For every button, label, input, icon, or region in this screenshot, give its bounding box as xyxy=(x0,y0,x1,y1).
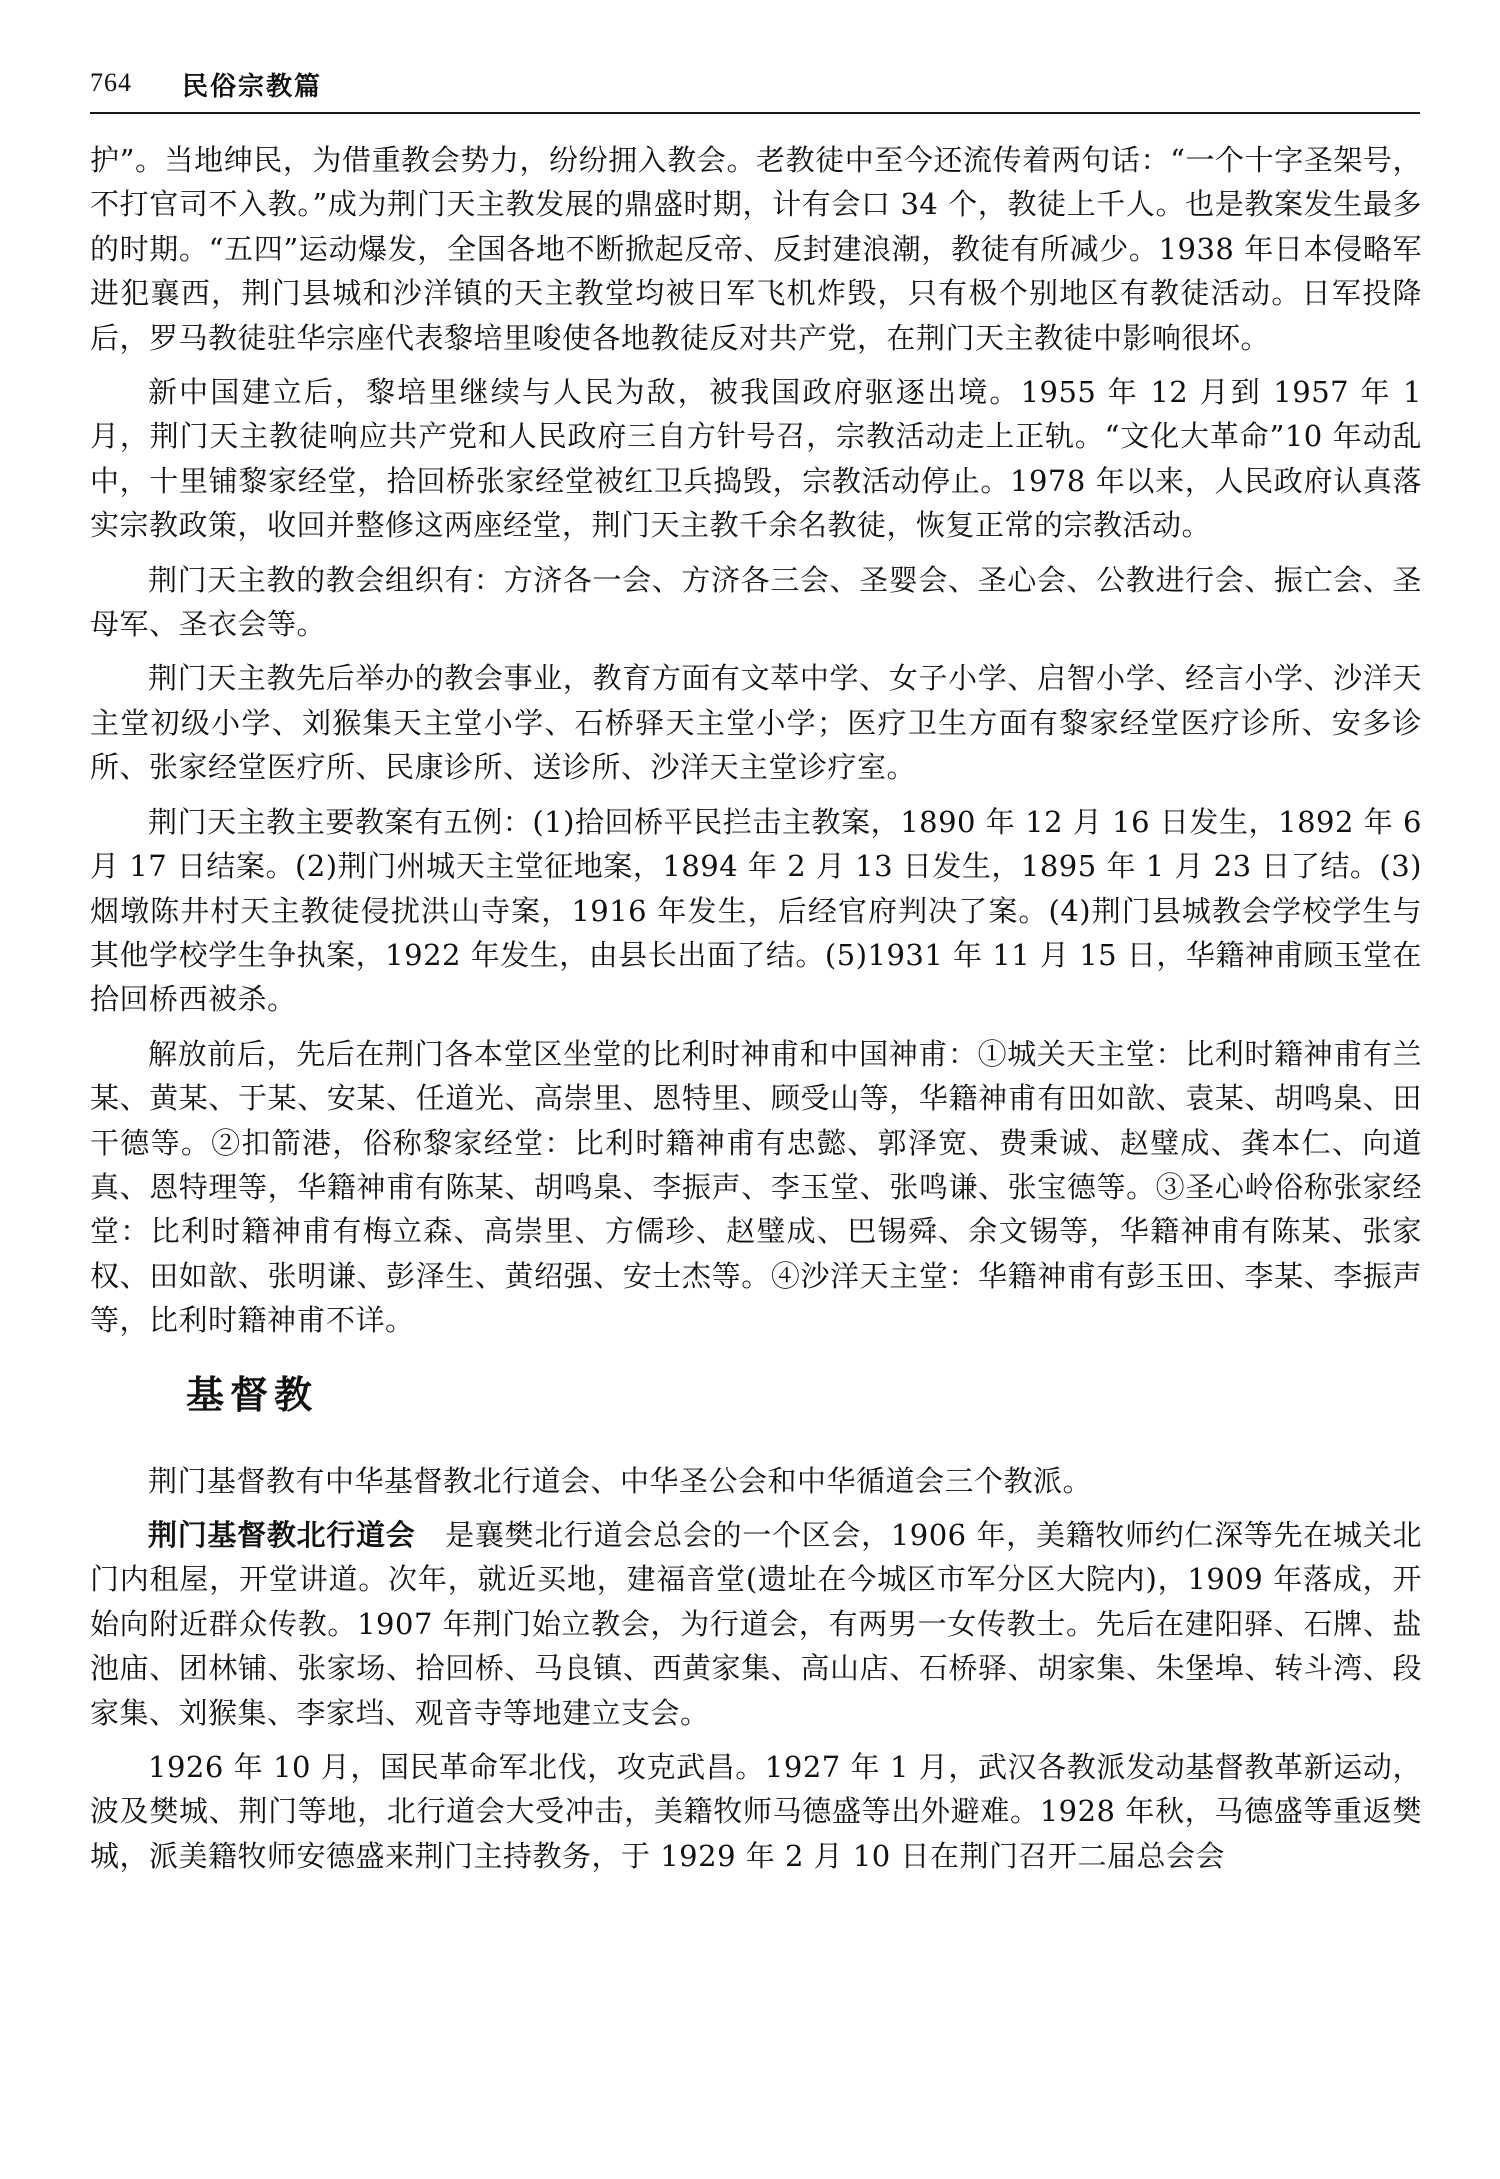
page-body xyxy=(90,138,1422,1888)
page-number: 764 xyxy=(90,68,132,97)
paragraph: 新中国建立后，黎培里继续与人民为敌，被我国政府驱逐出境。1955 年 12 月到 1957 年 1 月，荆门天主教徒响应共产党和人民政府三自方针号召，宗教活动走上正轨。“文化大革命”10 年动乱中，十里铺黎家经堂，拾回桥张家经堂被红卫兵捣毁，宗教活动停止。1978 年以来，人民政府认真落实宗教政策，收回并整修这两座经堂，荆门天主教千余名教徒，恢复正常的宗教活动。 xyxy=(90,375,1422,543)
paragraph: 荆门基督教有中华基督教北行道会、中华圣公会和中华循道会三个教派。 xyxy=(148,1463,1093,1498)
paragraph: 荆门天主教先后举办的教会事业，教育方面有文萃中学、女子小学、启智小学、经言小学、沙洋天主堂初级小学、刘猴集天主堂小学、石桥驿天主堂小学；医疗卫生方面有黎家经堂医疗诊所、安多诊所、张家经堂医疗所、民康诊所、送诊所、沙洋天主堂诊疗室。 xyxy=(90,661,1422,785)
paragraph: 荆门天主教的教会组织有：方济各一会、方济各三会、圣婴会、圣心会、公教进行会、振亡会、圣母军、圣衣会等。 xyxy=(90,562,1422,642)
section-heading: 基督教 xyxy=(186,1372,319,1417)
paragraph: 1926 年 10 月，国民革命军北伐，攻克武昌。1927 年 1 月，武汉各教派发动基督教革新运动，波及樊城、荆门等地，北行道会大受冲击，美籍牧师马德盛等出外避难。1928 年秋，马德盛等重返樊城，派美籍牧师安德盛来荆门主持教务，于 1929 年 2 月 10 日在荆门召开二届总会会 xyxy=(90,1750,1422,1873)
paragraph xyxy=(90,1513,1422,1735)
running-header xyxy=(90,62,1420,114)
paragraph-text: 是襄樊北行道会总会的一个区会，1906 年，美籍牧师约仁深等先在城关北门内租屋，开堂讲道。次年，就近买地，建福音堂(遗址在今城区市军分区大院内)，1909 年落成，开始向附近群众传教。1907 年荆门始立教会，为行道会，有两男一女传教士。先后在建阳驿、石牌、盐池庙、团林铺、张家场、拾回桥、马良镇、西黄家集、高山店、石桥驿、胡家集、朱堡埠、转斗湾、段家集、刘猴集、李家垱、观音寺等地建立支会。 xyxy=(90,1517,1422,1730)
paragraph: 荆门天主教主要教案有五例：(1)拾回桥平民拦击主教案，1890 年 12 月 16 日发生，1892 年 6 月 17 日结案。(2)荆门州城天主堂征地案，1894 年 2 月 13 日发生，1895 年 1 月 23 日了结。(3)烟墩陈井村天主教徒侵扰洪山寺案，1916 年发生，后经官府判决了案。(4)荆门县城教会学校学生与其他学校学生争执案，1922 年发生，由县长出面了结。(5)1931 年 11 月 15 日，华籍神甫顾玉堂在拾回桥西被杀。 xyxy=(90,804,1422,1017)
paragraph: 解放前后，先后在荆门各本堂区坐堂的比利时神甫和中国神甫：①城关天主堂：比利时籍神甫有兰某、黄某、于某、安某、任道光、高崇里、恩特里、顾受山等，华籍神甫有田如歆、袁某、胡鸣臬、田干德等。②扣箭港，俗称黎家经堂：比利时籍神甫有忠懿、郭泽宽、费秉诚、赵璧成、龚本仁、向道真、恩特理等，华籍神甫有陈某、胡鸣臬、李振声、李玉堂、张鸣谦、张宝德等。③圣心岭俗称张家经堂：比利时籍神甫有梅立森、高崇里、方儒珍、赵璧成、巴锡舜、余文锡等，华籍神甫有陈某、张家权、田如歆、张明谦、彭泽生、黄绍强、安士杰等。④沙洋天主堂：华籍神甫有彭玉田、李某、李振声等，比利时籍神甫不详。 xyxy=(90,1036,1422,1338)
paragraph: 护”。当地绅民，为借重教会势力，纷纷拥入教会。老教徒中至今还流传着两句话：“一个十字圣架号，不打官司不入教。”成为荆门天主教发展的鼎盛时期，计有会口 34 个，教徒上千人。也是教案发生最多的时期。“五四”运动爆发，全国各地不断掀起反帝、反封建浪潮，教徒有所减少。1938 年日本侵略军进犯襄西，荆门县城和沙洋镇的天主教堂均被日军飞机炸毁，只有极个别地区有教徒活动。日军投降后，罗马教徒驻华宗座代表黎培里唆使各地教徒反对共产党，在荆门天主教徒中影响很坏。 xyxy=(90,143,1422,355)
paragraph-lead-term: 荆门基督教北行道会 xyxy=(148,1517,416,1552)
section-title: 民俗宗教篇 xyxy=(182,72,323,102)
